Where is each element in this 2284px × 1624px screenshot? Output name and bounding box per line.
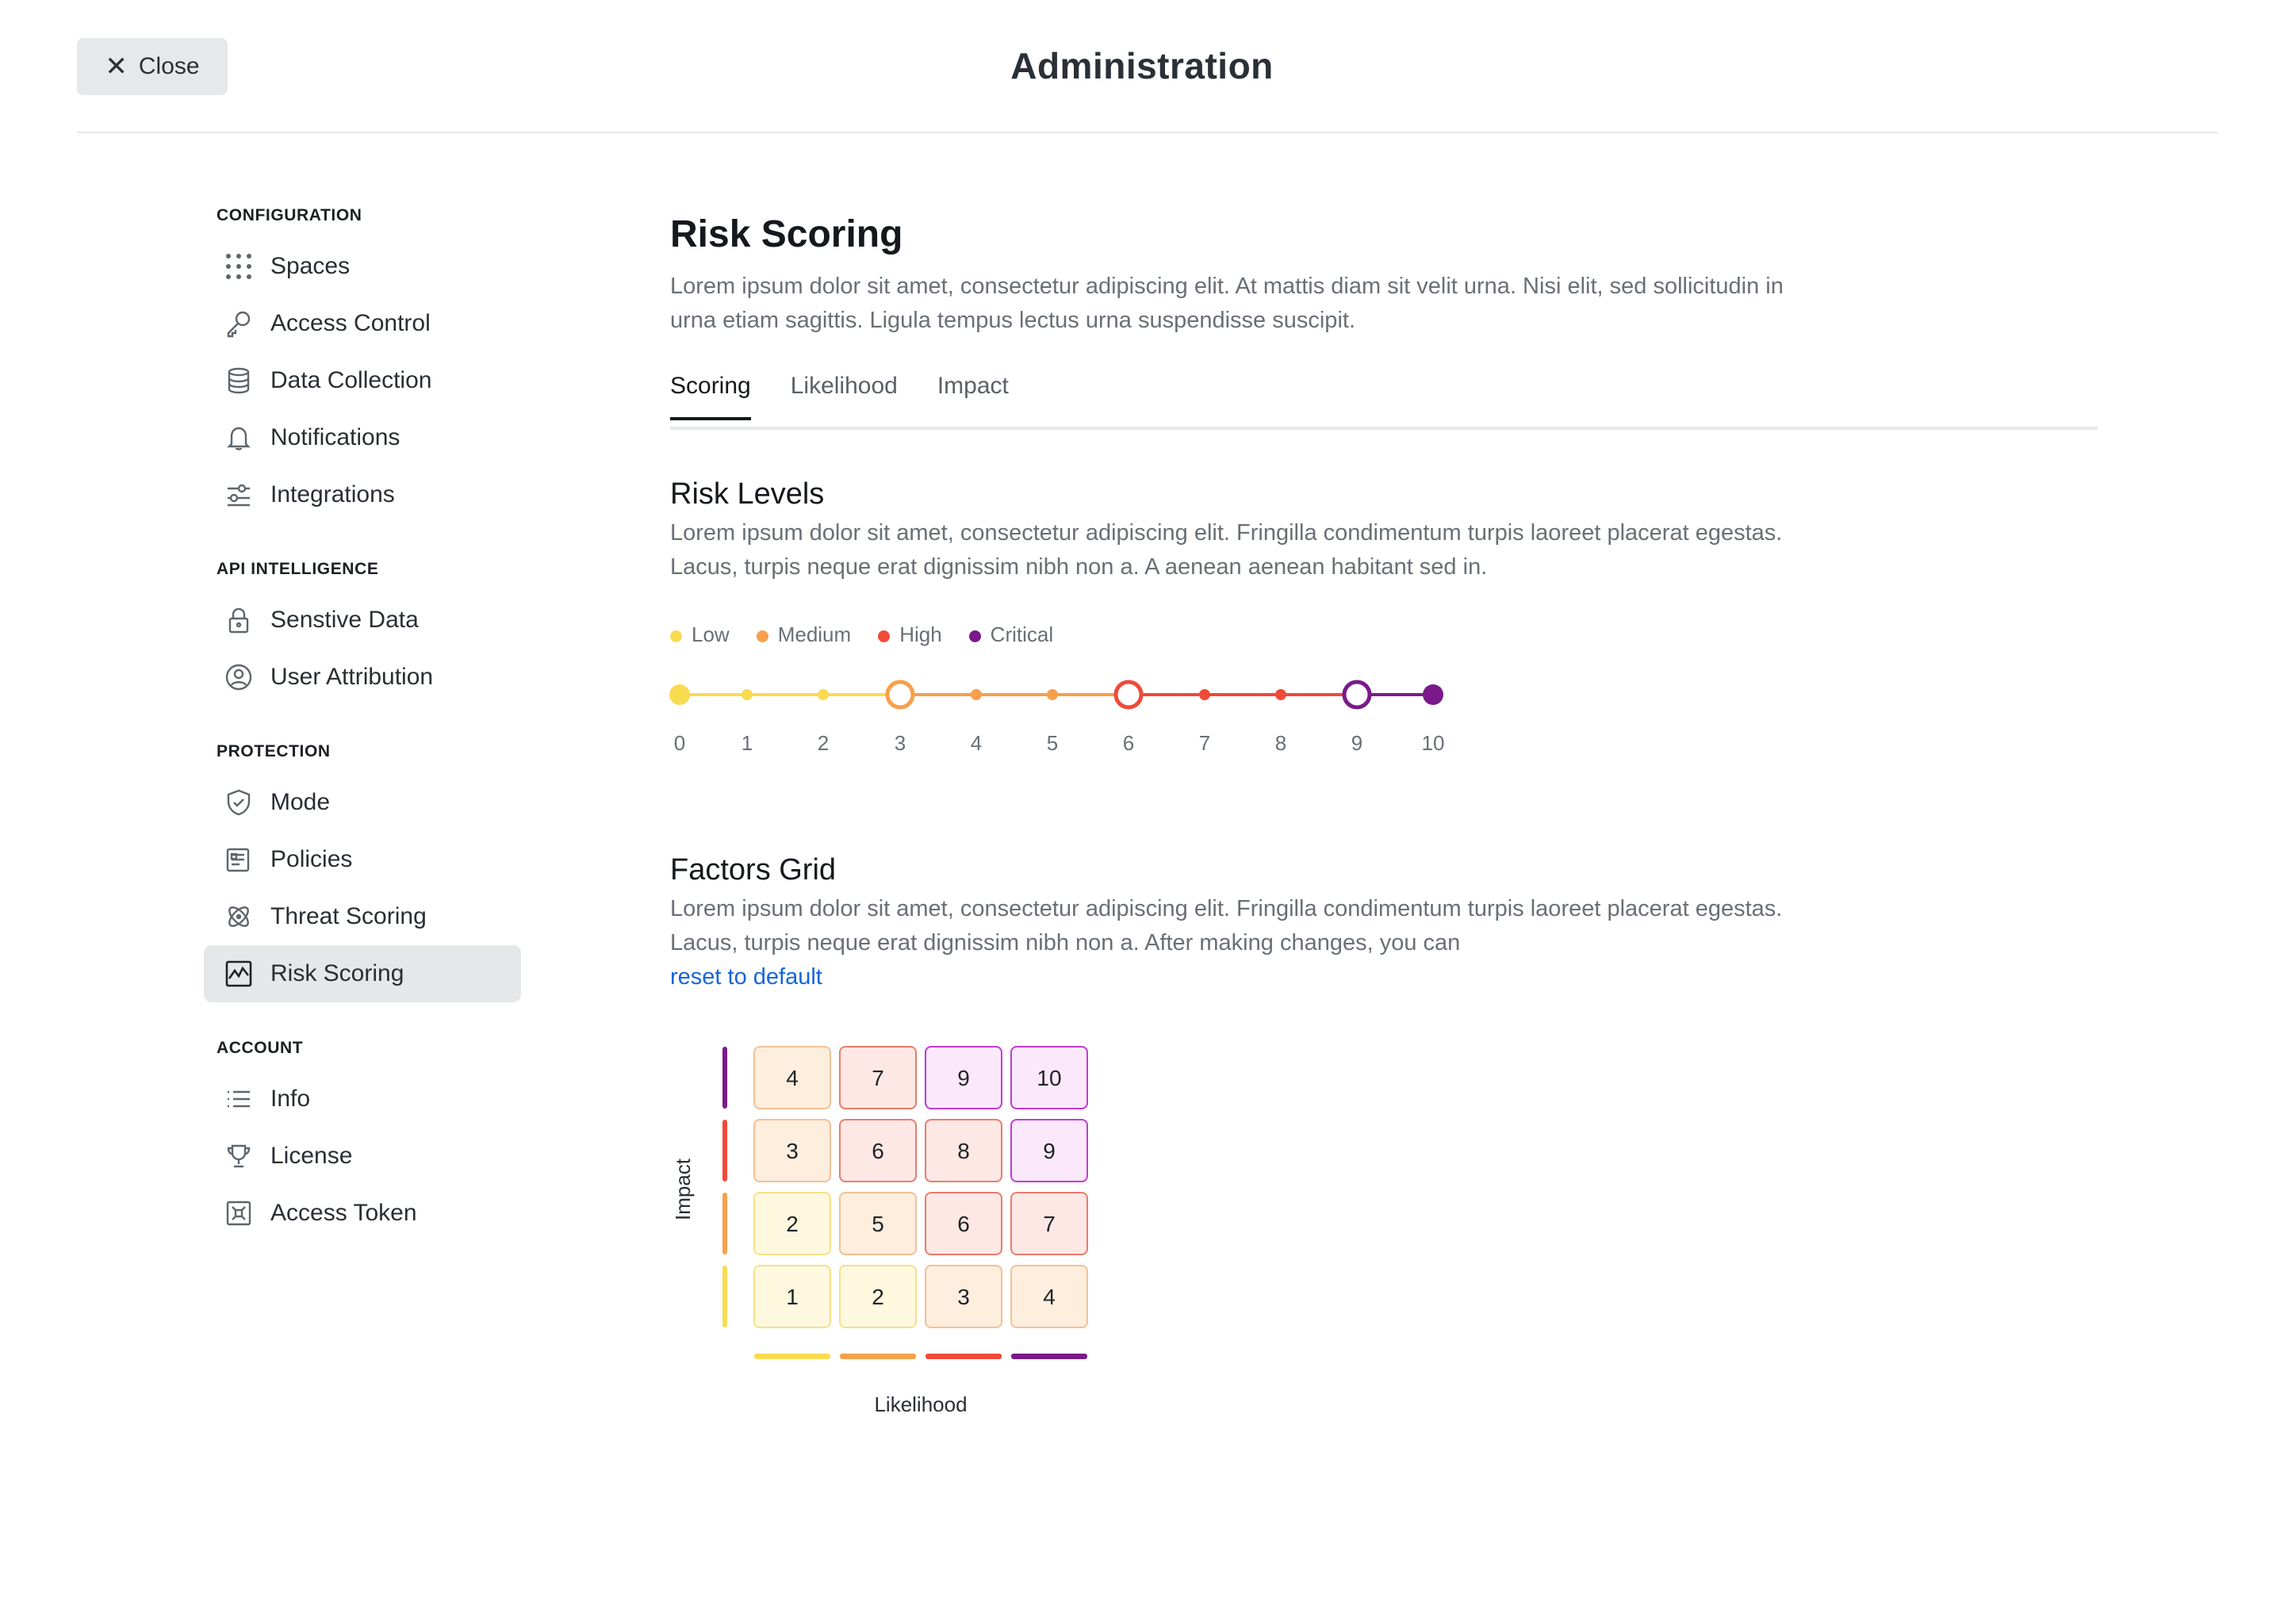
sidebar-item-label: Data Collection [270, 367, 432, 393]
scale-label: 5 [1046, 731, 1059, 755]
scale-label: 7 [1198, 731, 1211, 755]
sidebar-item-label: Threat Scoring [270, 903, 427, 929]
y-axis-label: Impact [671, 1158, 695, 1221]
grid-cell-value: 4 [1043, 1285, 1056, 1309]
lock-icon [223, 604, 255, 636]
sidebar-item-label: Notifications [270, 424, 400, 450]
slider-tick [1047, 689, 1058, 700]
scale-label: 4 [970, 731, 983, 755]
sidebar-item-user-attribution[interactable] [204, 649, 521, 706]
atom-icon [223, 901, 255, 933]
sidebar-section-title: PROTECTION [217, 742, 331, 760]
sidebar-item-label: Integrations [270, 481, 395, 508]
grid-cell-value: 2 [872, 1285, 884, 1309]
sidebar-item-label: License [270, 1143, 353, 1169]
legend-item-low [670, 622, 730, 647]
grid-cell-value: 3 [786, 1139, 799, 1163]
sidebar-section-title: ACCOUNT [217, 1039, 304, 1057]
slider-handle-max[interactable] [1423, 684, 1443, 705]
legend-dot [757, 630, 768, 642]
x-axis-label: Likelihood [874, 1392, 968, 1416]
factors-grid-description-text: Lorem ipsum dolor sit amet, consectetur adipiscing elit. Fringilla condimentum turpis laoreet placerat egestas. Lacus, turpis neque erat dignissim nibh non a. After making changes, you can [670, 896, 1783, 956]
sidebar-item-label: User Attribution [270, 664, 434, 690]
slider-handle-high[interactable] [1116, 682, 1141, 707]
sidebar-item-access-token[interactable] [204, 1185, 521, 1242]
sidebar-item-access-control[interactable] [204, 295, 521, 352]
user-circle-icon [223, 661, 255, 693]
legend-item-medium [757, 622, 851, 647]
reset-to-default-link[interactable]: reset to default [670, 964, 822, 990]
sidebar-item-mode[interactable] [204, 774, 521, 831]
scale-label: 9 [1351, 731, 1363, 755]
legend-dot [969, 630, 981, 642]
grid-cell-value: 8 [957, 1139, 970, 1163]
risk-legend [670, 622, 2098, 647]
trophy-icon [223, 1140, 255, 1172]
grid-cell-value: 10 [1037, 1066, 1062, 1090]
sidebar-item-integrations[interactable] [204, 466, 521, 523]
likelihood-bar-high [925, 1354, 1002, 1359]
grid-cell-value: 9 [1043, 1139, 1056, 1163]
scale-label: 1 [741, 731, 753, 755]
token-icon [223, 1197, 255, 1229]
grid-row [754, 1266, 1087, 1327]
likelihood-bar-medium [840, 1354, 916, 1359]
document-icon [223, 844, 255, 875]
grid-cell-value: 7 [872, 1066, 884, 1090]
sliders-icon [223, 479, 255, 511]
slider-tick [971, 689, 982, 700]
sidebar-section-title: API INTELLIGENCE [217, 560, 379, 578]
tab-impact[interactable]: Impact [937, 373, 1009, 399]
legend-dot [670, 630, 682, 642]
sidebar-item-label: Risk Scoring [270, 960, 404, 986]
legend-label: Medium [777, 622, 852, 646]
grid-row [754, 1193, 1087, 1254]
header-divider [77, 132, 2218, 133]
sidebar-item-license[interactable] [204, 1128, 521, 1185]
sidebar-item-label: Policies [270, 846, 353, 872]
sidebar-item-label: Spaces [270, 253, 351, 279]
grid-row [754, 1120, 1087, 1182]
key-icon [223, 308, 255, 339]
impact-bar-high [722, 1120, 727, 1182]
close-icon: ✕ [105, 52, 128, 82]
slider-handle-low[interactable] [669, 684, 690, 705]
header [0, 0, 2284, 133]
section-title: Risk Scoring [670, 213, 903, 255]
sidebar-item-label: Info [270, 1086, 311, 1112]
sidebar-item-label: Senstive Data [270, 607, 419, 633]
scale-label: 0 [673, 731, 686, 755]
impact-bar-low [722, 1266, 727, 1327]
scale-label: 10 [1421, 731, 1445, 755]
tab-likelihood[interactable]: Likelihood [790, 373, 898, 399]
sidebar-item-data-collection[interactable] [204, 352, 521, 409]
chart-line-icon [223, 958, 255, 990]
impact-bar-medium [722, 1193, 727, 1254]
close-label: Close [138, 53, 200, 79]
sidebar-item-spaces[interactable] [204, 238, 521, 295]
factors-grid-title: Factors Grid [670, 853, 837, 887]
scale-label: 3 [894, 731, 906, 755]
main-content [670, 206, 2098, 1459]
sidebar-item-threat-scoring[interactable] [204, 888, 521, 945]
slider-tick [1275, 689, 1286, 700]
risk-level-slider[interactable] [670, 687, 1542, 782]
shield-check-icon [223, 787, 255, 818]
sidebar-item-label: Access Control [270, 310, 431, 336]
sidebar [204, 206, 521, 1242]
grid-cell-value: 3 [957, 1285, 970, 1309]
grid-cell-value: 5 [872, 1212, 884, 1236]
tab-scoring[interactable]: Scoring [670, 370, 751, 420]
sidebar-item-label: Mode [270, 789, 331, 815]
grid-cell-value: 7 [1043, 1212, 1056, 1236]
legend-label: High [899, 622, 942, 646]
sidebar-item-info[interactable] [204, 1071, 521, 1128]
legend-label: Low [692, 622, 730, 646]
slider-handle-critical[interactable] [1344, 682, 1370, 707]
factors-grid [670, 1047, 1114, 1459]
slider-tick [742, 689, 753, 700]
bell-icon [223, 422, 255, 454]
impact-bar-critical [722, 1047, 727, 1109]
scale-label: 6 [1122, 731, 1135, 755]
sidebar-item-sensitive-data[interactable] [204, 592, 521, 649]
page-title: Administration [1010, 45, 1274, 86]
likelihood-bar-low [754, 1354, 830, 1359]
slider-tick [1199, 689, 1210, 700]
legend-item-high [878, 622, 941, 647]
database-icon [223, 365, 255, 396]
slider-handle-medium[interactable] [887, 682, 913, 707]
risk-levels-description: Lorem ipsum dolor sit amet, consectetur adipiscing elit. Fringilla condimentum turpis laoreet placerat egestas. Lacus, turpis neque erat dignissim nibh non a. A aenean aenean habitant sed in. [670, 520, 1783, 580]
factors-grid-description [670, 892, 1804, 994]
scale-label: 8 [1274, 731, 1287, 755]
list-icon [223, 1083, 255, 1115]
legend-item-critical [969, 622, 1053, 647]
sidebar-item-policies[interactable] [204, 831, 521, 888]
grid-cell-value: 4 [786, 1066, 799, 1090]
slider-tick [818, 689, 829, 700]
legend-label: Critical [990, 622, 1054, 646]
grid-cell-value: 6 [872, 1139, 884, 1163]
sidebar-section-title: CONFIGURATION [217, 206, 362, 224]
scale-label: 2 [817, 731, 830, 755]
grid-dots-icon [223, 251, 255, 282]
likelihood-bar-critical [1011, 1354, 1087, 1359]
sidebar-item-label: Access Token [270, 1200, 417, 1226]
grid-cell-value: 1 [786, 1285, 799, 1309]
risk-levels-title: Risk Levels [670, 477, 825, 511]
grid-cell-value: 9 [957, 1066, 970, 1090]
sidebar-item-risk-scoring[interactable] [204, 945, 521, 1002]
section-description: Lorem ipsum dolor sit amet, consectetur adipiscing elit. At mattis diam sit velit urna. Nisi elit, sed sollicitudin in urna etiam sagittis. Ligula tempus lectus urna suspendisse suscipit. [670, 274, 1784, 333]
grid-cell-value: 2 [786, 1212, 799, 1236]
grid-cell-value: 6 [957, 1212, 970, 1236]
sidebar-item-notifications[interactable] [204, 409, 521, 466]
tab-bar [670, 370, 2098, 430]
legend-dot [878, 630, 890, 642]
